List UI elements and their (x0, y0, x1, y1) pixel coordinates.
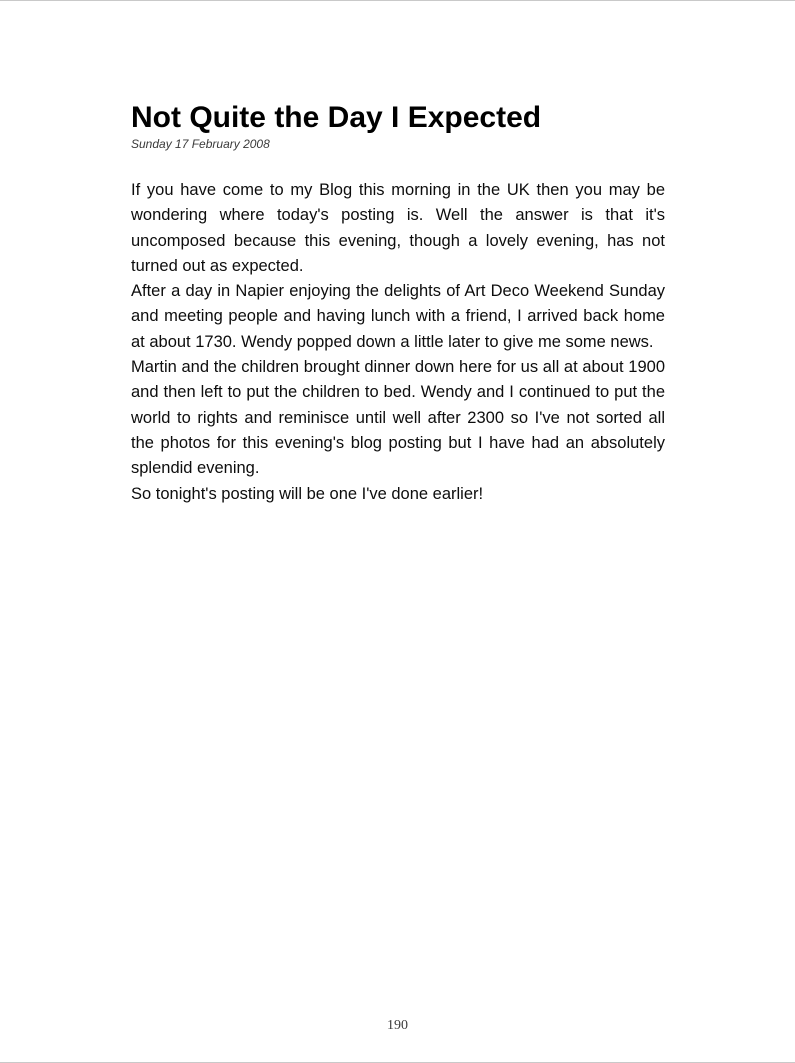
post-paragraph: Martin and the children brought dinner down here for us all at about 1900 and then left to put the children to bed. Wendy and I continued to put the world to rights and reminisce until well after 2300 so I've not sorted all the photos for this evening's blog posting but I have had an absolutely splendid evening. (131, 358, 665, 478)
post-title: Not Quite the Day I Expected (131, 101, 542, 134)
post-paragraph: So tonight's posting will be one I've done earlier! (131, 484, 484, 503)
post-paragraph: If you have come to my Blog this morning in the UK then you may be wondering where today's posting is. Well the answer is that it's uncomposed because this evening, though a lovely evening, has not turned out as expected. (131, 181, 665, 275)
post-paragraph: After a day in Napier enjoying the delights of Art Deco Weekend Sunday and meeting people and having lunch with a friend, I arrived back home at about 1730. Wendy popped down a little later to give me some news. (131, 282, 665, 351)
post-body (131, 178, 665, 507)
page-number: 190 (387, 1018, 408, 1033)
page-content (131, 101, 665, 507)
post-date: Sunday 17 February 2008 (131, 137, 270, 151)
